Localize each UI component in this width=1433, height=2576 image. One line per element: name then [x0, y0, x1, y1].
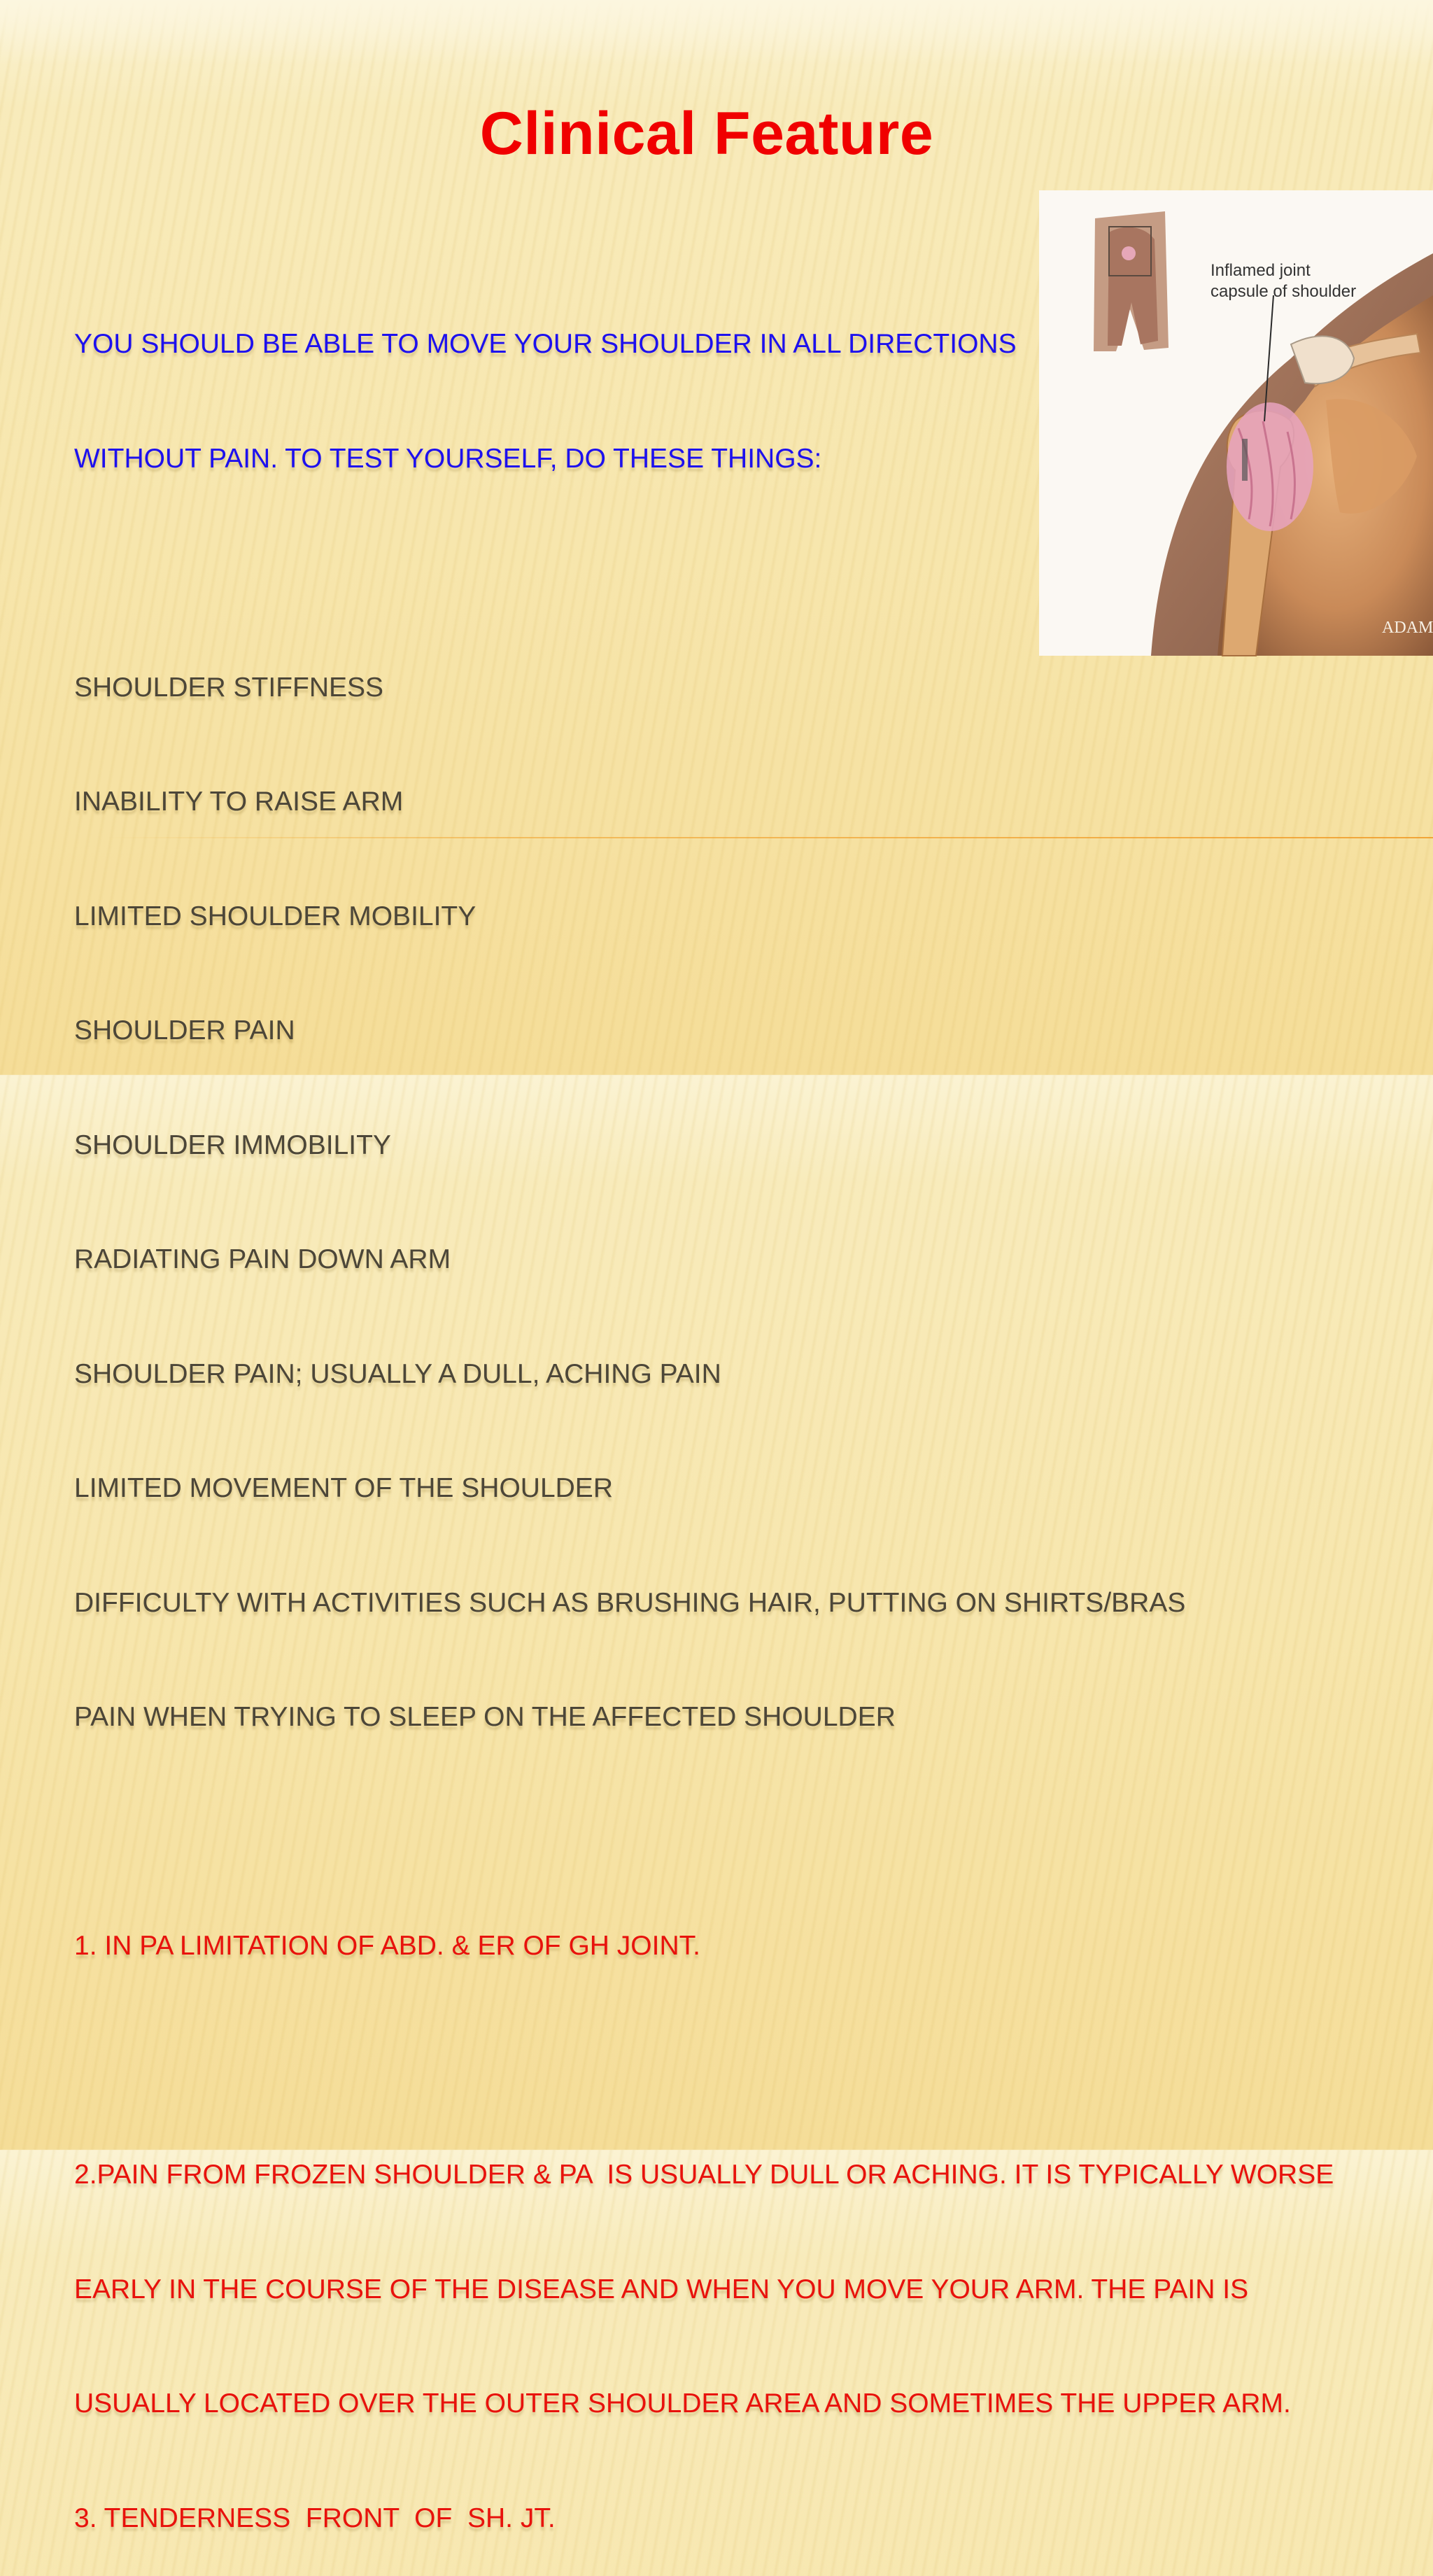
symptom-item: SHOULDER PAIN [74, 1015, 295, 1046]
slide-body [74, 249, 1404, 2576]
slide-title-text: Clinical Feature [479, 100, 934, 167]
symptom-item: RADIATING PAIN DOWN ARM [74, 1244, 451, 1274]
figure-caption-line2: capsule of shoulder [1210, 282, 1357, 301]
point-2-line: 2.PAIN FROM FROZEN SHOULDER & PA IS USUALLY DULL OR ACHING. IT IS TYPICALLY WORSE [74, 2160, 1334, 2190]
symptom-item: LIMITED MOVEMENT OF THE SHOULDER [74, 1473, 613, 1503]
point-2-line: EARLY IN THE COURSE OF THE DISEASE AND WHEN YOU MOVE YOUR ARM. THE PAIN IS [74, 2274, 1249, 2304]
spacer [74, 2042, 1404, 2081]
symptom-item: DIFFICULTY WITH ACTIVITIES SUCH AS BRUSHING HAIR, PUTTING ON SHIRTS/BRAS [74, 1587, 1186, 1618]
intro-line: WITHOUT PAIN. TO TEST YOURSELF, DO THESE THINGS: [74, 443, 822, 474]
figure-caption-line1: Inflamed joint [1210, 261, 1311, 280]
point-1: 1. IN PA LIMITATION OF ABD. & ER OF GH JOINT. [74, 1931, 700, 1961]
symptom-item: INABILITY TO RAISE ARM [74, 787, 404, 817]
point-3: 3. TENDERNESS FRONT OF SH. JT. [74, 2503, 556, 2533]
spacer [74, 1813, 1404, 1852]
symptom-item: SHOULDER STIFFNESS [74, 672, 384, 703]
symptom-item: SHOULDER IMMOBILITY [74, 1129, 391, 1160]
spacer [74, 554, 1404, 593]
symptom-item: LIMITED SHOULDER MOBILITY [74, 901, 477, 931]
symptom-item: SHOULDER PAIN; USUALLY A DULL, ACHING PAIN [74, 1358, 721, 1389]
slide-title [0, 99, 1433, 169]
symptom-item: PAIN WHEN TRYING TO SLEEP ON THE AFFECTED SHOULDER [74, 1702, 896, 1732]
figure-watermark: ADAM [1382, 619, 1433, 637]
point-2-line: USUALLY LOCATED OVER THE OUTER SHOULDER AREA AND SOMETIMES THE UPPER ARM. [74, 2388, 1291, 2419]
intro-line: YOU SHOULD BE ABLE TO MOVE YOUR SHOULDER IN ALL DIRECTIONS [74, 329, 1017, 359]
top-band [0, 0, 1433, 64]
